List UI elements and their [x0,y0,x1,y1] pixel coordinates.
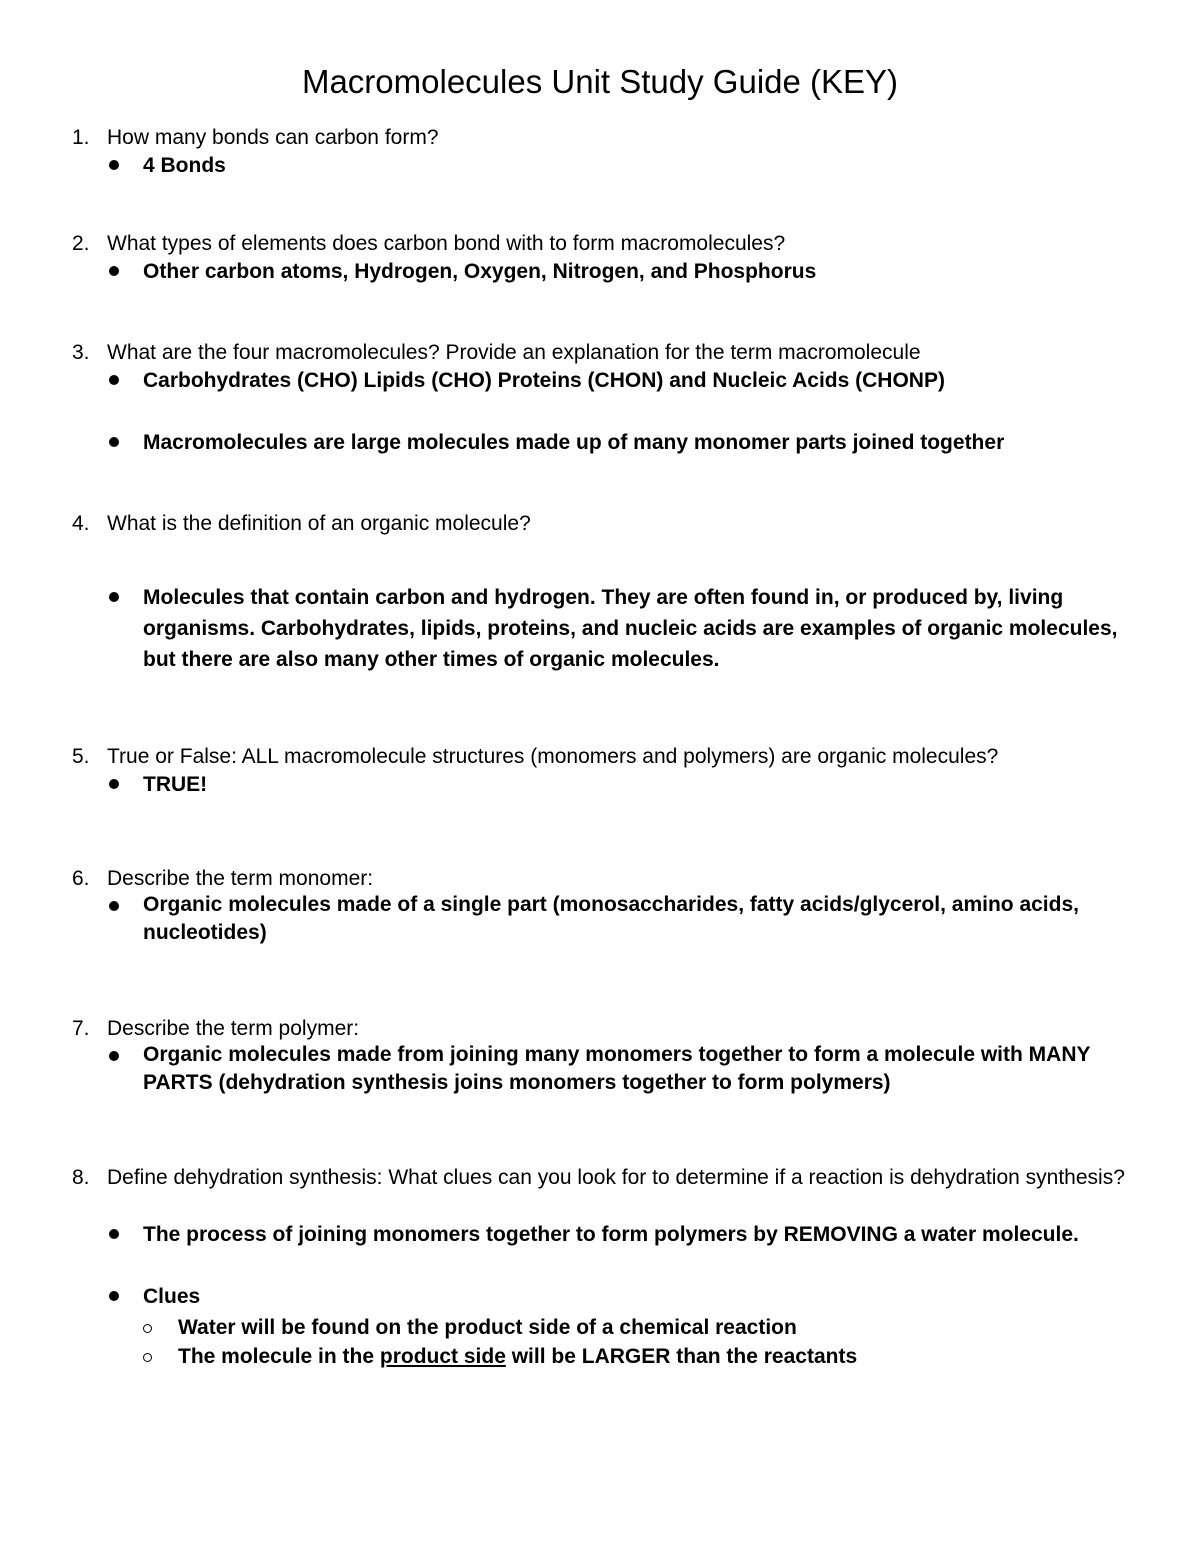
answer-text: Molecules that contain carbon and hydrogen. They are often found in, or produced by, living organisms. Carbohydrates, lipids, proteins, and nucleic acids are examples of organic molecules, but there are also many other times of organic molecules. [143,586,1118,671]
answer-text: Carbohydrates (CHO) Lipids (CHO) Proteins (CHON) and Nucleic Acids (CHONP) [143,369,945,392]
question-number: 8. [72,1166,90,1189]
hollow-bullet-icon [143,1353,152,1362]
bullet-icon [109,375,119,385]
page-title: Macromolecules Unit Study Guide (KEY) [301,63,899,100]
answer-item [143,256,1143,287]
answer-text: Other carbon atoms, Hydrogen, Oxygen, Nitrogen, and Phosphorus [143,260,817,283]
bullet-icon [109,1051,119,1061]
question-text: How many bonds can carbon form? [107,126,439,149]
bullet-icon [109,779,119,789]
answer-text: 4 Bonds [143,154,226,177]
answer-item [143,582,1118,675]
answer-item [143,1281,1143,1312]
question-number: 7. [72,1017,90,1040]
question-number: 6. [72,867,90,890]
question-text: Describe the term polymer: [107,1017,360,1040]
question-text: Define dehydration synthesis: What clues can you look for to determine if a reaction is dehydration synthesis? [107,1166,1125,1189]
answer-item [143,150,1143,181]
question-number: 1. [72,126,90,149]
sub-answer-text-start: The molecule in the [178,1345,380,1368]
answer-item [143,1219,1103,1250]
hollow-bullet-icon [143,1324,152,1333]
question-text: True or False: ALL macromolecule structures (monomers and polymers) are organic molecules? [107,745,999,768]
question-number: 4. [72,512,90,535]
answer-text: Organic molecules made from joining many monomers together to form a molecule with MANY PARTS (dehydration synthesis joins monomers together to form polymers) [143,1043,1091,1094]
sub-answer-item [178,1342,1138,1372]
sub-answer-text-end: will be LARGER than the reactants [505,1345,858,1368]
answer-item [143,891,1143,947]
bullet-icon [109,266,119,276]
question-text: What types of elements does carbon bond with to form macromolecules? [107,232,786,255]
answer-text: The process of joining monomers together to form polymers by REMOVING a water molecule. [143,1223,1079,1246]
sub-answer-item [178,1313,1138,1343]
bullet-icon [109,160,119,170]
answer-item [143,427,1143,458]
answer-item [143,365,1143,396]
question-text: Describe the term monomer: [107,867,374,890]
answer-text: Macromolecules are large molecules made up of many monomer parts joined together [143,431,1005,454]
underlined-phrase: product side [379,1345,506,1368]
bullet-icon [109,1291,119,1301]
answer-item [143,1041,1143,1097]
answer-item [143,769,1143,800]
answer-text: Organic molecules made of a single part (monosaccharides, fatty acids/glycerol, amino acids, nucleotides) [143,893,1079,944]
question-number: 3. [72,341,90,364]
question-number: 2. [72,232,90,255]
bullet-icon [109,437,119,447]
bullet-icon [109,901,119,911]
sub-answer-text: Water will be found on the product side of a chemical reaction [178,1316,797,1339]
question-text: What are the four macromolecules? Provide an explanation for the term macromolecule [107,341,921,364]
bullet-icon [109,1229,119,1239]
question-number: 5. [72,745,90,768]
bullet-icon [109,592,119,602]
answer-text: TRUE! [143,773,208,796]
answer-text: Clues [143,1285,201,1308]
question-text: What is the definition of an organic molecule? [107,512,531,535]
